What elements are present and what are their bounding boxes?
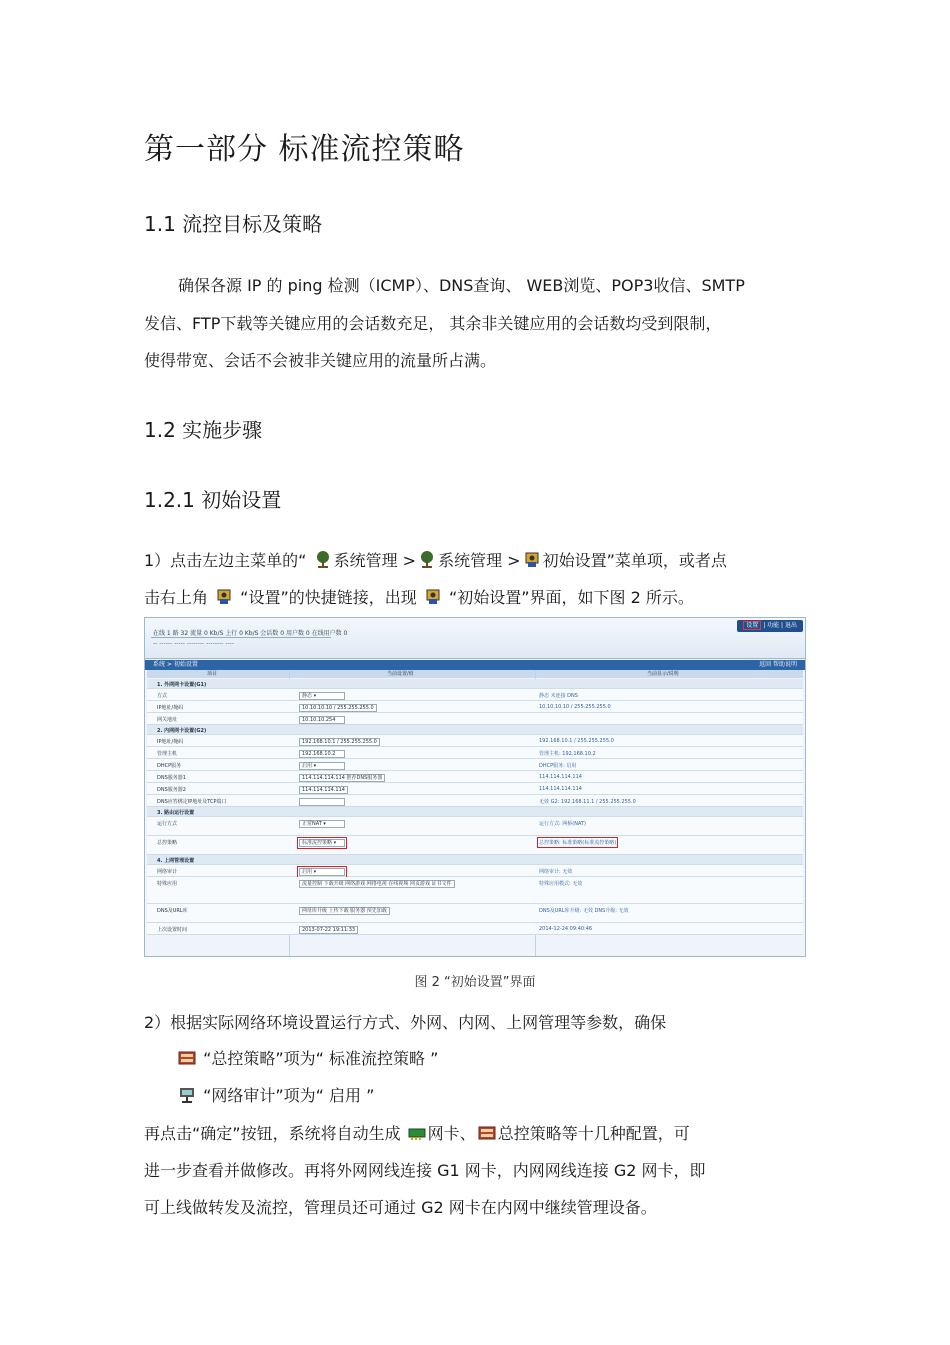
figure-table-body bbox=[147, 679, 803, 935]
figure-breadcrumb: 系统 > 初始设置 bbox=[153, 661, 198, 668]
figure-row-label: 2. 内网网卡设置(G2) bbox=[157, 728, 207, 734]
figure-row-label: IP地址/掩码 bbox=[157, 705, 184, 711]
figure-caption: 图 2 “初始设置”界面 bbox=[414, 975, 536, 990]
paragraph-goal-line1: 确保各源 IP 的 ping 检测（ICMP）、DNS查询、 WEB浏览、POP3收信、SMTP bbox=[178, 276, 745, 295]
figure-row-value[interactable]: 114.114.114.114 推荐DNS服务器 bbox=[299, 774, 385, 782]
figure-table-row bbox=[147, 904, 803, 923]
figure-row-value[interactable]: 静态 ▾ bbox=[299, 692, 345, 700]
figure-row-label: DNS及URL库 bbox=[157, 908, 188, 914]
figure-table-row bbox=[147, 747, 803, 759]
figure-table-row bbox=[147, 735, 803, 747]
figure-row-label: 管理主机 bbox=[157, 751, 178, 757]
network-card-icon bbox=[408, 1124, 426, 1142]
paragraph-result-line1: 再点击“确定”按钮，系统将自动生成 网卡、 总控策略等十几种配置，可 bbox=[144, 1124, 690, 1143]
settings-icon bbox=[215, 588, 233, 606]
figure-quick-logout-link[interactable]: 退出 bbox=[784, 622, 797, 629]
figure-row-label: 1. 外网网卡设置(G1) bbox=[157, 682, 207, 688]
figure-table-row bbox=[147, 701, 803, 713]
section-1-2-1-heading: 1.2.1 初始设置 bbox=[144, 488, 282, 512]
figure-row-description: 114.114.114.114 bbox=[539, 774, 582, 780]
figure-row-label: 运行方式 bbox=[157, 821, 178, 827]
step1-line2: 击右上角 “设置”的快捷链接，出现 “初始设置”界面，如下图 2 所示。 bbox=[144, 588, 694, 607]
figure-row-description: 管理主机: 192.168.10.2 bbox=[539, 751, 596, 757]
figure-row-label: 上次设置时间 bbox=[157, 927, 188, 933]
figure-row-value[interactable]: 114.114.114.114 bbox=[299, 786, 348, 794]
figure-row-value[interactable]: 10.10.10.254 bbox=[299, 716, 345, 724]
figure-row-description: DHCP服务: 启用 bbox=[539, 763, 577, 769]
figure-table-header bbox=[147, 670, 803, 678]
figure-row-label: DNS应答绑定IP地址及TCP端口 bbox=[157, 799, 227, 805]
figure-row-value[interactable]: 10.10.10.10 / 255.255.255.0 bbox=[299, 704, 377, 712]
figure-row-label: 4. 上网管理设置 bbox=[157, 858, 195, 864]
bullet-network-audit: “网络审计”项为“ 启用 ” bbox=[176, 1083, 374, 1106]
figure-row-value[interactable]: 启用 ▾ bbox=[299, 868, 345, 876]
figure-row-label: IP地址/掩码 bbox=[157, 739, 184, 745]
figure-quick-settings-link[interactable]: 设置 bbox=[743, 621, 761, 630]
figure-section-row bbox=[147, 679, 803, 689]
paragraph-goal-line2: 发信、FTP下载等关键应用的会话数充足， 其余非关键应用的会话数均受到限制， bbox=[144, 314, 722, 333]
figure-status-text: 在线 1 路 32 流量 0 Kb/S 上行 0 Kb/S 会话数 0 用户数 0 在线用户数 0 bbox=[153, 630, 348, 637]
figure-row-value[interactable]: 192.168.10.1 / 255.255.255.0 bbox=[299, 738, 380, 746]
figure-table-row bbox=[147, 817, 803, 836]
figure-col-value: 当前设置/值 bbox=[387, 671, 414, 677]
figure-row-label: 总控策略 bbox=[157, 840, 178, 846]
step1-line1: 1）点击左边主菜单的“ 系统管理 > 系统管理 > 初始设置”菜单项，或者点 bbox=[144, 551, 727, 570]
figure-table-row bbox=[147, 689, 803, 701]
figure-table-row bbox=[147, 923, 803, 935]
figure-row-description: 10.10.10.10 / 255.255.255.0 bbox=[539, 704, 611, 710]
figure-row-label: 网络审计 bbox=[157, 869, 178, 875]
tree-icon bbox=[418, 551, 436, 569]
figure-row-value[interactable]: 流量控制 下载升级 网络游戏 网络电视 在线视频 网页游戏 证书文件 bbox=[299, 880, 455, 888]
figure-table-row bbox=[147, 771, 803, 783]
figure-section-row bbox=[147, 855, 803, 865]
tree-icon bbox=[314, 551, 332, 569]
figure-titlebar bbox=[145, 660, 805, 670]
settings-icon bbox=[424, 588, 442, 606]
figure-col-desc: 当前显示/说明 bbox=[647, 671, 679, 677]
figure-row-value[interactable]: 正常NAT ▾ bbox=[299, 820, 345, 828]
figure-row-label: DNS服务器2 bbox=[157, 787, 186, 793]
figure-row-value[interactable] bbox=[299, 798, 345, 806]
section-1-2-heading: 1.2 实施步骤 bbox=[144, 418, 263, 442]
figure-row-value[interactable]: 2013-07-22 19:11:33 bbox=[299, 926, 358, 934]
step2-line: 2）根据实际网络环境设置运行方式、外网、内网、上网管理等参数，确保 bbox=[144, 1013, 667, 1032]
figure-table-row bbox=[147, 713, 803, 725]
figure-table-row bbox=[147, 836, 803, 855]
figure-row-description: 特殊应用模式: 无效 bbox=[539, 881, 583, 887]
paragraph-result-line2: 进一步查看并做修改。再将外网网线连接 G1 网卡，内网网线连接 G2 网卡，即 bbox=[144, 1161, 706, 1180]
policy-icon bbox=[178, 1049, 196, 1067]
figure-row-label: DHCP服务 bbox=[157, 763, 182, 769]
policy-icon bbox=[478, 1124, 496, 1142]
figure-row-description: 114.114.114.114 bbox=[539, 786, 582, 792]
paragraph-goal-line3: 使得带宽、会话不会被非关键应用的流量所占满。 bbox=[144, 351, 497, 370]
figure-row-description: 2014-12-24 09:40:46 bbox=[539, 926, 593, 932]
figure-section-row bbox=[147, 725, 803, 735]
figure-table-row bbox=[147, 877, 803, 904]
figure-row-value[interactable]: 192.168.10.2 bbox=[299, 750, 345, 758]
figure-row-description: 运行方式: 网桥(NAT) bbox=[539, 821, 587, 827]
figure-col-item: 项目 bbox=[207, 671, 218, 677]
figure-row-description: 192.168.10.1 / 255.255.255.0 bbox=[539, 738, 614, 744]
figure-row-description: 无效 G2: 192.168.11.1 / 255.255.255.0 bbox=[539, 799, 636, 805]
figure-status-subtext: -- ------ ----- -------- -------- ---- bbox=[153, 640, 234, 647]
figure-row-description: 总控策略: 标准策略(标准流控策略) bbox=[539, 840, 617, 846]
initial-settings-screenshot bbox=[144, 617, 806, 957]
figure-row-description: 静态 未连接 DNS bbox=[539, 693, 578, 699]
section-1-1-heading: 1.1 流控目标及策略 bbox=[144, 212, 323, 236]
figure-row-value[interactable]: 标准流控策略 ▾ bbox=[299, 839, 345, 847]
figure-row-label: 方式 bbox=[157, 693, 168, 699]
figure-row-label: 3. 路由运行设置 bbox=[157, 810, 195, 816]
figure-row-label: 网关地址 bbox=[157, 717, 178, 723]
figure-row-label: DNS服务器1 bbox=[157, 775, 186, 781]
settings-icon bbox=[523, 551, 541, 569]
page-title: 第一部分 标准流控策略 bbox=[144, 132, 465, 167]
figure-row-value[interactable]: 网址库升级 上传下载 服务器 预先加载 bbox=[299, 907, 390, 915]
figure-topbar bbox=[145, 618, 805, 659]
audit-icon bbox=[178, 1086, 196, 1104]
figure-row-value[interactable]: 启用 ▾ bbox=[299, 762, 345, 770]
figure-row-label: 特殊应用 bbox=[157, 881, 178, 887]
figure-quick-links: 设置 | 功能 | 退出 bbox=[737, 620, 803, 632]
figure-section-row bbox=[147, 807, 803, 817]
figure-table-row bbox=[147, 783, 803, 795]
figure-table-row bbox=[147, 795, 803, 807]
figure-row-description: DNS及URL库升级: 无效 DNS升级: 无效 bbox=[539, 908, 629, 914]
figure-table-row bbox=[147, 865, 803, 877]
figure-quick-function-link[interactable]: 功能 bbox=[767, 622, 780, 629]
paragraph-result-line3: 可上线做转发及流控，管理员还可通过 G2 网卡在内网中继续管理设备。 bbox=[144, 1198, 657, 1217]
figure-table-row bbox=[147, 759, 803, 771]
bullet-total-policy: “总控策略”项为“ 标准流控策略 ” bbox=[176, 1046, 438, 1069]
figure-row-description: 网络审计: 无效 bbox=[539, 869, 573, 875]
figure-title-links[interactable]: 返回 帮助说明 bbox=[759, 661, 797, 668]
